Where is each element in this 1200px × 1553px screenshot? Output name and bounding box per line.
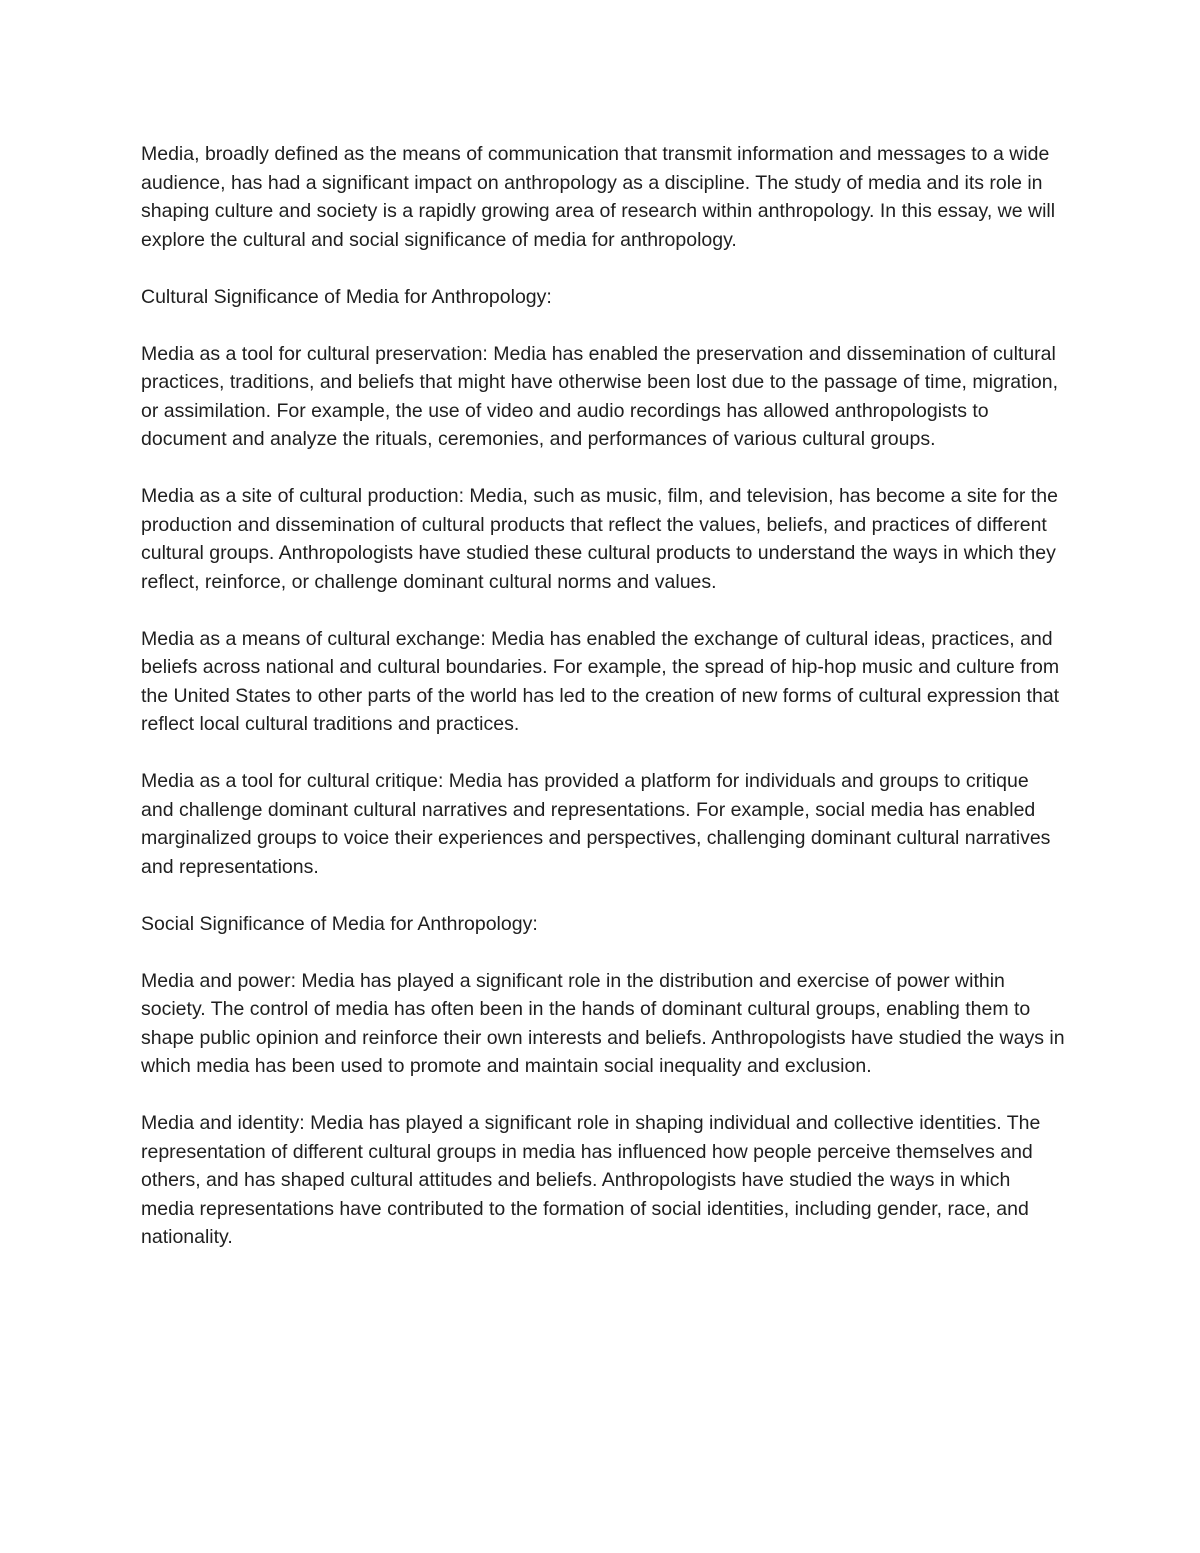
paragraph-cultural-production: Media as a site of cultural production: Media, such as music, film, and television, has become a site for the production and dissemination of cultural products that reflect the values, beliefs, and practices of different cultural groups. Anthropologists have studied these cultural products to understand the ways in which they reflect, reinforce, or challenge dominant cultural norms and values. (141, 485, 1058, 593)
paragraph-cultural-critique: Media as a tool for cultural critique: Media has provided a platform for individuals and groups to critique and challenge dominant cultural narratives and representations. For example, social media has enabled marginalized groups to voice their experiences and perspectives, challenging dominant cultural narratives and representations. (141, 770, 1051, 878)
paragraph-cultural-exchange: Media as a means of cultural exchange: Media has enabled the exchange of cultural ideas, practices, and beliefs across national and cultural boundaries. For example, the spread of hip-hop music and culture from the United States to other parts of the world has led to the creation of new forms of cultural expression that reflect local cultural traditions and practices. (141, 627, 1060, 735)
paragraph-media-power: Media and power: Media has played a significant role in the distribution and exercise of power within society. The control of media has often been in the hands of dominant cultural groups, enabling them to shape public opinion and reinforce their own interests and beliefs. Anthropologists have studied the ways in which media has been used to promote and maintain social inequality and exclusion. (141, 969, 1065, 1077)
section-heading-cultural: Cultural Significance of Media for Anthropology: (141, 285, 552, 308)
document-body (141, 140, 1066, 1252)
paragraph-media-identity: Media and identity: Media has played a significant role in shaping individual and collective identities. The representation of different cultural groups in media has influenced how people perceive themselves and others, and has shaped cultural attitudes and beliefs. Anthropologists have studied the ways in which media representations have contributed to the formation of social identities, including gender, race, and nationality. (141, 1112, 1041, 1248)
intro-paragraph: Media, broadly defined as the means of communication that transmit information and messages to a wide audience, has had a significant impact on anthropology as a discipline. The study of media and its role in shaping culture and society is a rapidly growing area of research within anthropology. In this essay, we will explore the cultural and social significance of media for anthropology. (141, 143, 1056, 251)
section-heading-social: Social Significance of Media for Anthropology: (141, 912, 538, 935)
paragraph-cultural-preservation: Media as a tool for cultural preservation: Media has enabled the preservation and dissemination of cultural practices, traditions, and beliefs that might have otherwise been lost due to the passage of time, migration, or assimilation. For example, the use of video and audio recordings has allowed anthropologists to document and analyze the rituals, ceremonies, and performances of various cultural groups. (141, 342, 1059, 450)
